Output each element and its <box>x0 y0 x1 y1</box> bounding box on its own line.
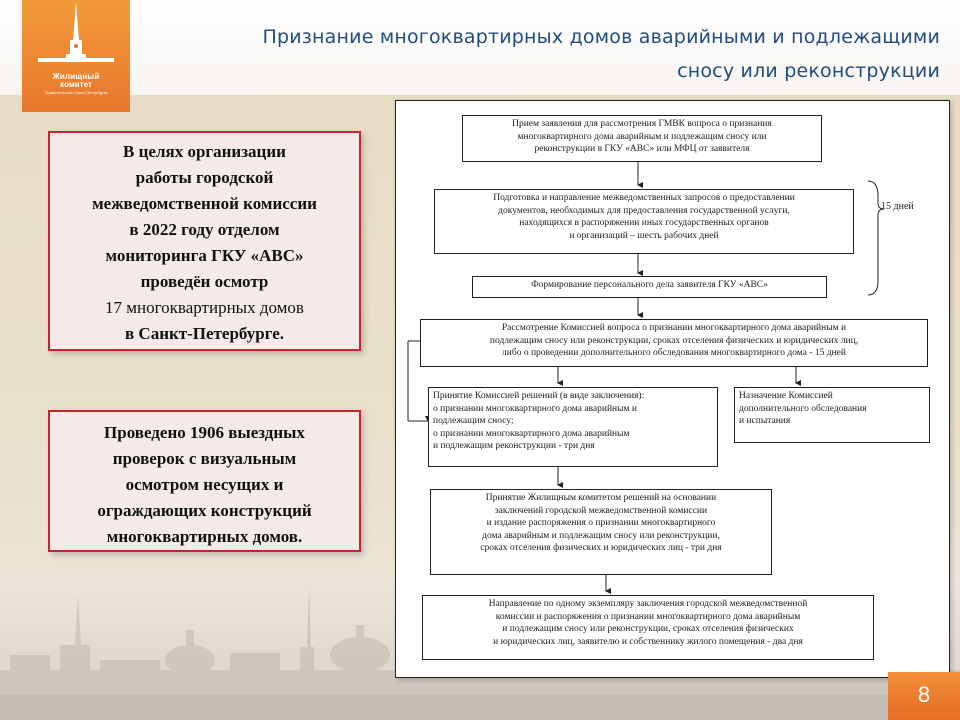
step-line: многоквартирного дома аварийным и подлежащим сносу или <box>517 131 767 142</box>
info-line: 17 многоквартирных домов <box>105 298 304 317</box>
step-line: Формирование персонального дела заявителя ГКУ «АВС» <box>531 280 768 290</box>
info-line: работы городской <box>135 168 274 187</box>
step-personal-file-box <box>472 276 827 298</box>
step-application-box <box>462 115 822 162</box>
step-line: и юридических лиц, заявителю и собственнику жилого помещения - два дня <box>493 636 803 647</box>
field-checks-info-box <box>48 410 361 552</box>
step-line: и испытания <box>739 416 791 426</box>
logo-text-line1: Жилищный <box>52 72 100 81</box>
step-line: заключений городской межведомственной комиссии <box>494 505 708 516</box>
info-line: многоквартирных домов. <box>106 527 303 546</box>
step-commission-review-box <box>420 319 928 367</box>
step-line: Прием заявления для рассмотрения ГМВК вопроса о признания <box>512 119 772 129</box>
step-line: Рассмотрение Комиссией вопроса о признании многоквартирного дома аварийным и <box>501 323 847 333</box>
step-line: реконструкции в ГКУ «АВС» или МФЦ от заявителя <box>534 144 750 154</box>
logo-text-line3: Правительство Санкт-Петербурга <box>44 90 108 95</box>
step-line: дополнительного обследования <box>739 403 867 414</box>
info-line: в Санкт-Петербурге. <box>124 324 285 343</box>
step-send-documents-box <box>422 595 874 660</box>
step-line: комиссии и распоряжения о признании многоквартирного дома аварийным <box>495 611 801 622</box>
step-line: подлежащим сносу или реконструкции, сроках отселения физических и юридических лиц, <box>489 335 859 346</box>
step-line: и издание распоряжения о признании многоквартирного <box>486 518 716 528</box>
slide-title <box>150 20 940 88</box>
info-line: ограждающих конструкций <box>97 501 312 520</box>
step-line: Направление по одному экземпляру заключения городской межведомственной <box>488 599 808 609</box>
step-line: Назначение Комиссией <box>739 391 833 401</box>
step-additional-survey-box <box>734 387 930 443</box>
step-commission-decision-box <box>428 387 718 467</box>
step-line: находящихся в распоряжении иных государственных органов <box>519 218 769 228</box>
step-line: о признании многоквартирного дома аварийным и <box>433 403 637 414</box>
duration-label: 15 дней <box>881 201 914 212</box>
step-line: Принятие Комиссией решений (в виде заключения): <box>433 391 645 401</box>
info-line: В целях организации <box>123 142 286 161</box>
inspection-info-box <box>48 131 361 351</box>
page-number: 8 <box>888 672 960 720</box>
step-line: и организаций – шесть рабочих дней <box>569 230 719 241</box>
info-line: проведён осмотр <box>140 272 269 291</box>
logo-text-line2: комитет <box>60 80 92 89</box>
step-line: подлежащим сносу; <box>433 416 514 426</box>
slide-title-line1: Признание многоквартирных домов аварийными и подлежащими <box>262 26 940 48</box>
step-line: и подлежащим реконструкции - три дня <box>433 441 595 451</box>
step-line: Подготовка и направление межведомственных запросов о предоставлении <box>493 193 795 203</box>
info-line: в 2022 году отделом <box>129 220 280 239</box>
step-line: либо о проведении дополнительного обследования многоквартирного дома - 15 дней <box>502 348 846 358</box>
step-requests-box <box>434 189 854 254</box>
info-line: проверок с визуальным <box>112 449 297 468</box>
info-line: мониторинга ГКУ «АВС» <box>105 246 304 265</box>
step-line: дома аварийным и подлежащим сносу или реконструкции, <box>482 530 720 541</box>
process-flowchart <box>395 100 950 678</box>
step-line: и подлежащим сносу или реконструкции, сроках отселения физических <box>502 624 794 634</box>
info-line: Проведено 1906 выездных <box>104 423 305 442</box>
spire-emblem-icon <box>22 0 130 72</box>
info-line: осмотром несущих и <box>125 475 284 494</box>
step-line: сроках отселения физических и юридических лиц - три дня <box>480 543 722 553</box>
step-line: документов, необходимых для предоставления государственной услуги, <box>498 205 790 216</box>
step-line: о признании многоквартирного дома аварийным <box>433 428 630 439</box>
committee-logo <box>22 0 130 112</box>
step-line: Принятие Жилищным комитетом решений на основании <box>485 493 717 503</box>
slide-title-line2: сносу или реконструкции <box>677 60 940 82</box>
info-line: межведомственной комиссии <box>92 194 317 213</box>
step-housing-committee-box <box>430 489 772 575</box>
